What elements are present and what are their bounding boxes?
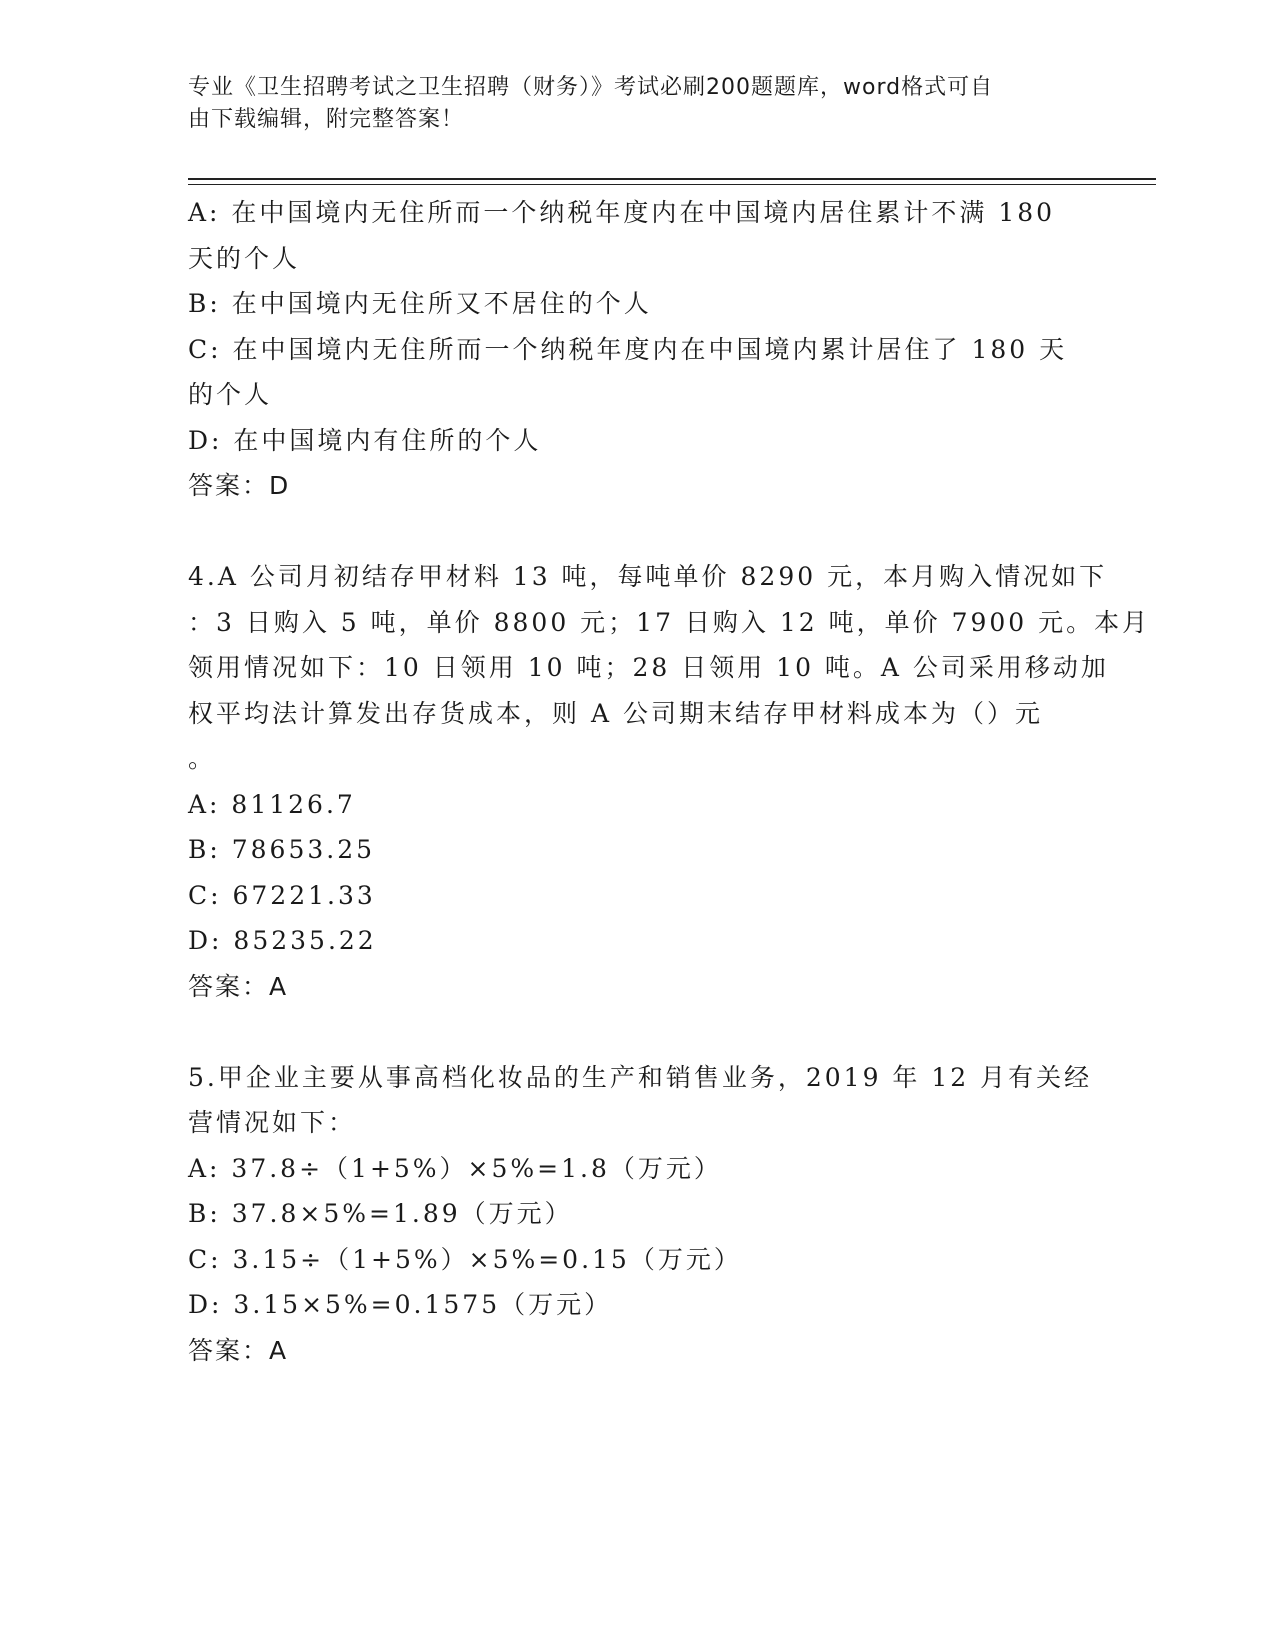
q4-option-d: D: 85235.22: [188, 926, 377, 955]
q4-option-b: B: 78653.25: [188, 835, 376, 864]
question-5: [188, 1055, 1093, 1374]
q5-option-c: C: 3.15÷（1+5%）×5%=0.15（万元）: [188, 1244, 742, 1274]
question-4: [188, 554, 1151, 1009]
header-divider-thin: [188, 184, 1156, 185]
header-title-line-2: 由下载编辑，附完整答案！: [188, 107, 465, 132]
q3-answer: 答案：D: [188, 471, 291, 500]
header-title-line-1: 专业《卫生招聘考试之卫生招聘（财务）》考试必刷200题题库，word格式可自: [188, 75, 994, 100]
q3-option-a-line-2: 天的个人: [188, 243, 301, 273]
q4-stem-line-2: ：3 日购入 5 吨，单价 8800 元；17 日购入 12 吨，单价 7900 元。本月: [188, 607, 1151, 637]
q5-option-b: B: 37.8×5%=1.89（万元）: [188, 1199, 573, 1228]
q3-option-c-line-2: 的个人: [188, 380, 273, 409]
q5-option-a: A: 37.8÷（1+5%）×5%=1.8（万元）: [188, 1153, 722, 1183]
q5-answer: 答案：A: [188, 1335, 289, 1365]
q4-stem-line-5: 。: [188, 744, 217, 773]
q3-option-d: D: 在中国境内有住所的个人: [188, 425, 542, 455]
q3-option-c-line-1: C: 在中国境内无住所而一个纳税年度内在中国境内累计居住了 180 天: [188, 334, 1068, 364]
question-spacer: [188, 1009, 1088, 1055]
q5-stem-line-2: 营情况如下：: [188, 1108, 357, 1137]
q4-stem-line-4: 权平均法计算发出存货成本，则 A 公司期末结存甲材料成本为（）元: [188, 698, 1043, 728]
q4-stem-line-1: 4.A 公司月初结存甲材料 13 吨，每吨单价 8290 元，本月购入情况如下: [188, 562, 1108, 591]
q3-option-b: B: 在中国境内无住所又不居住的个人: [188, 289, 652, 318]
q3-option-a-line-1: A: 在中国境内无住所而一个纳税年度内在中国境内居住累计不满 180: [188, 198, 1056, 227]
q5-option-d: D: 3.15×5%=0.1575（万元）: [188, 1290, 613, 1319]
document-header: [188, 72, 1068, 136]
q4-option-a: A: 81126.7: [188, 789, 356, 819]
q5-stem-line-1: 5.甲企业主要从事高档化妆品的生产和销售业务，2019 年 12 月有关经: [188, 1062, 1093, 1092]
q4-option-c: C: 67221.33: [188, 880, 376, 910]
question-3: [188, 190, 1088, 509]
header-divider-thick: [188, 178, 1156, 180]
q4-answer: 答案：A: [188, 971, 289, 1001]
question-list: [188, 190, 1151, 1373]
q4-stem-line-3: 领用情况如下：10 日领用 10 吨；28 日领用 10 吨。A 公司采用移动加: [188, 653, 1109, 682]
question-spacer: [188, 509, 1088, 555]
